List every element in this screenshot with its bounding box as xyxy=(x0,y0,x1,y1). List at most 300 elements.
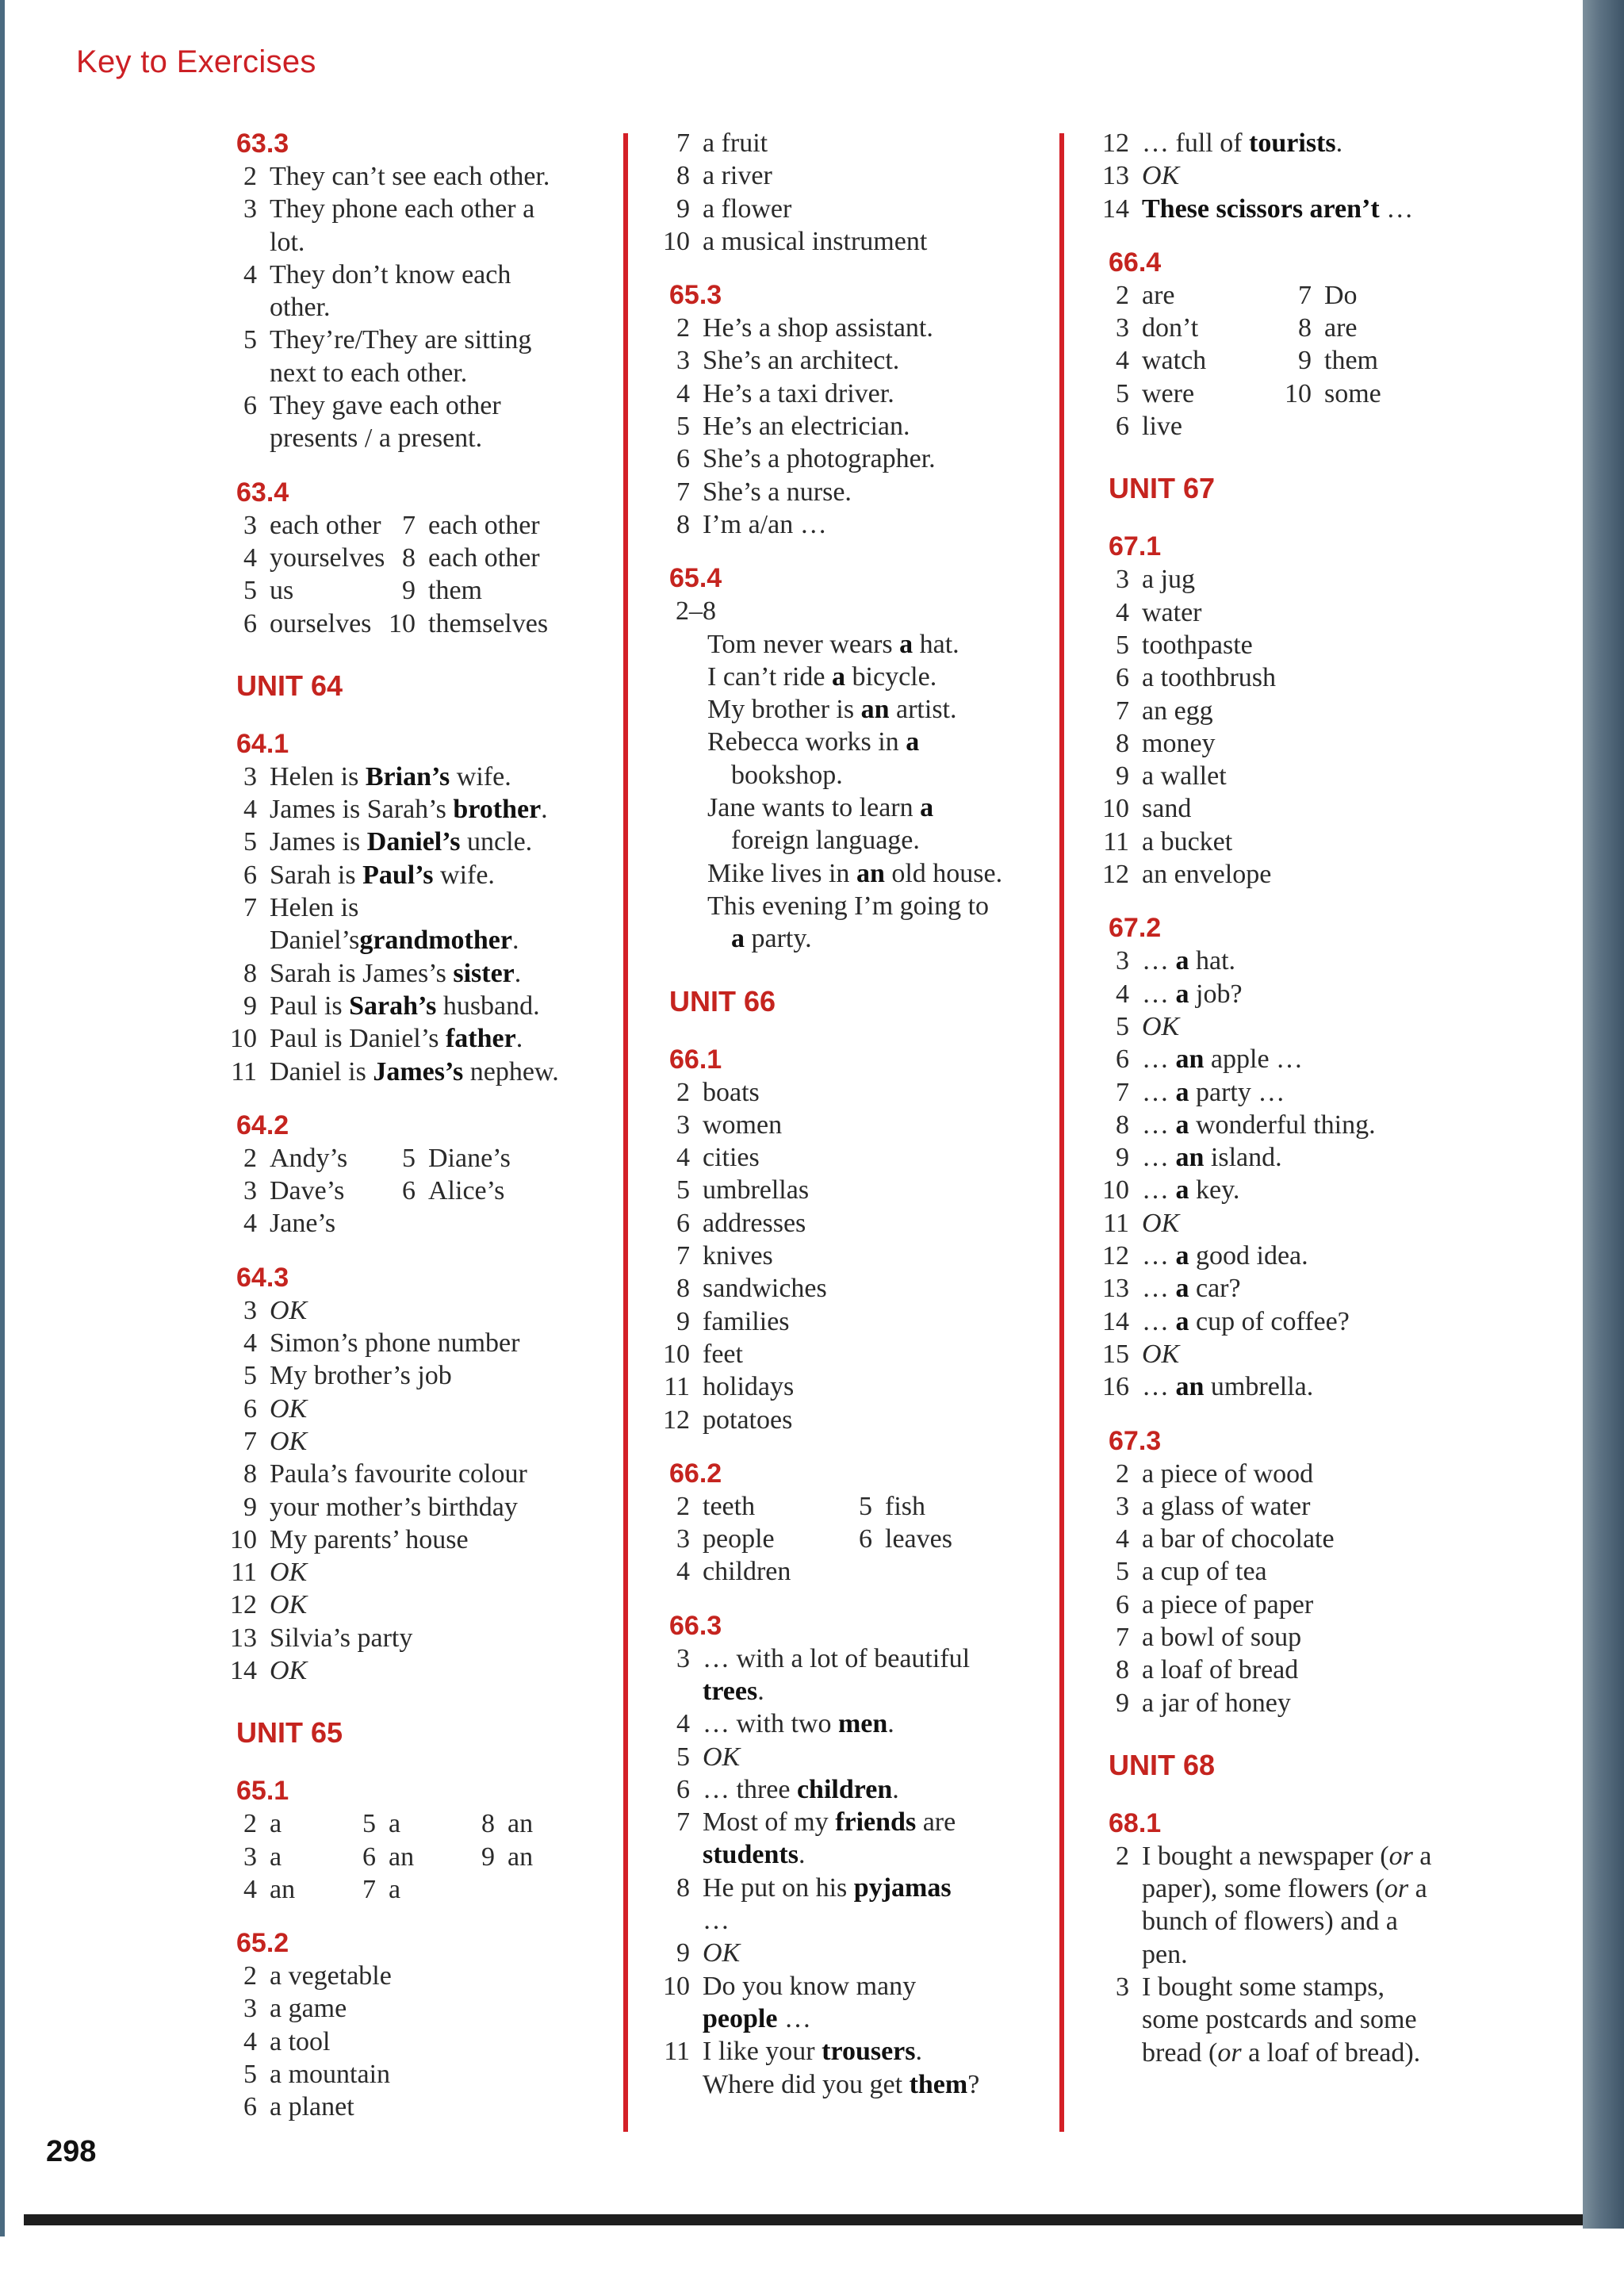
answer-value: OK xyxy=(270,1558,308,1588)
answer-value: a glass of water xyxy=(1142,1491,1311,1521)
answer-list xyxy=(1097,1840,1494,2069)
answer-cell xyxy=(344,1841,463,1873)
answer-value: umbrellas xyxy=(703,1175,810,1205)
answer-number: 5 xyxy=(676,1742,690,1772)
answer-number: 15 xyxy=(1102,1339,1129,1369)
answer-value: them xyxy=(428,576,482,606)
answer-number: 7 xyxy=(362,1874,376,1904)
answer-suffix: apple … xyxy=(1204,1044,1304,1075)
exercise-66-2 xyxy=(658,1457,1055,1589)
answer-number: 5 xyxy=(859,1491,872,1521)
answer-value: a xyxy=(270,1809,282,1839)
exercise-heading: 65.1 xyxy=(236,1776,289,1807)
answer-text xyxy=(703,1240,1055,1272)
answer-value: a xyxy=(270,1842,282,1872)
answer-item xyxy=(658,443,1055,475)
answer-text xyxy=(270,1524,614,1556)
answer-number: 5 xyxy=(243,576,257,606)
exercise-heading: 63.3 xyxy=(236,128,289,159)
answer-line: pen. xyxy=(1142,1939,1188,1969)
answer-item xyxy=(1097,1458,1494,1490)
answer-keyword: a xyxy=(899,629,914,659)
answer-item xyxy=(658,1141,1055,1174)
answer-suffix: . xyxy=(892,1774,899,1804)
answer-value: She’s a nurse. xyxy=(703,477,852,507)
answer-value: were xyxy=(1142,378,1195,408)
exercise-heading: 67.3 xyxy=(1109,1425,1162,1456)
answer-prefix: … xyxy=(1142,1306,1176,1336)
answer-continuation xyxy=(703,1675,1055,1708)
answer-number: 7 xyxy=(1116,1622,1129,1652)
answer-suffix: wonderful thing. xyxy=(1189,1110,1376,1140)
answer-item xyxy=(658,1741,1055,1773)
answer-value: fish xyxy=(885,1491,925,1521)
answer-value: sand xyxy=(1142,794,1192,824)
answer-text xyxy=(270,826,614,858)
answer-text xyxy=(1142,760,1494,792)
answer-number: 6 xyxy=(1116,663,1129,693)
answer-text xyxy=(703,1708,1055,1740)
answer-number: 9 xyxy=(243,1492,257,1522)
answer-value: Jane’s xyxy=(270,1209,336,1239)
answer-text xyxy=(270,1960,614,1992)
answer-text xyxy=(1142,1305,1494,1338)
answer-number: 8 xyxy=(676,509,690,539)
answer-text xyxy=(1142,1240,1494,1272)
unit-heading: UNIT 67 xyxy=(1109,472,1216,505)
answer-keyword: father xyxy=(445,1024,516,1054)
answer-number: 5 xyxy=(1116,630,1129,660)
answer-text xyxy=(703,1305,1055,1338)
answer-cell xyxy=(1097,378,1280,410)
answer-number: 8 xyxy=(1116,1110,1129,1140)
answer-prefix: Paul is Daniel’s xyxy=(270,1024,446,1054)
answer-number: 9 xyxy=(243,991,257,1021)
answer-cell xyxy=(384,574,566,607)
answer-value: They don’t know each xyxy=(270,259,511,289)
answer-number: 6 xyxy=(243,608,257,638)
answer-value: each other xyxy=(428,542,540,573)
answer-prefix: … xyxy=(1142,946,1176,976)
answer-keyword: Daniel’s xyxy=(366,827,461,857)
answer-text xyxy=(1142,858,1494,891)
answer-number: 11 xyxy=(1103,1208,1129,1238)
answer-number: 9 xyxy=(676,1306,690,1336)
answer-ok: OK xyxy=(1142,161,1180,191)
answer-keyword: an xyxy=(1175,1143,1205,1173)
answer-number: 3 xyxy=(1116,946,1129,976)
answer-value: a wallet xyxy=(1142,761,1227,791)
answer-keyword: friends xyxy=(835,1807,917,1838)
answer-keyword: Paul’s xyxy=(362,860,434,890)
answer-value xyxy=(428,1207,566,1240)
answer-number: 8 xyxy=(1116,1655,1129,1685)
answer-cell xyxy=(841,1523,1023,1555)
answer-text xyxy=(270,1992,614,2025)
answer-item xyxy=(1097,727,1494,760)
answer-list xyxy=(1097,563,1494,891)
answer-keyword: trousers xyxy=(822,2037,916,2067)
answer-range: 2–8 xyxy=(676,596,716,627)
answer-number: 4 xyxy=(243,1874,257,1904)
answer-item xyxy=(1097,695,1494,727)
answer-value: them xyxy=(1324,346,1378,376)
answer-line: I bought a newspaper (or a xyxy=(1142,1841,1432,1871)
answer-number: 7 xyxy=(1116,1077,1129,1107)
exercise-66-4 xyxy=(1097,246,1494,443)
answer-value: a tool xyxy=(270,2026,331,2056)
answer-keyword: These scissors aren’t xyxy=(1142,194,1380,224)
answer-item xyxy=(225,1393,614,1425)
answer-list xyxy=(658,1076,1055,1436)
answer-text xyxy=(1142,1109,1494,1141)
answer-item xyxy=(1097,826,1494,858)
answer-text xyxy=(1142,1687,1494,1719)
answer-number: 2 xyxy=(243,1809,257,1839)
answer-number: 11 xyxy=(231,1056,257,1087)
answer-number: 4 xyxy=(676,1709,690,1739)
answer-cell xyxy=(1097,312,1280,344)
answer-text xyxy=(270,1393,614,1425)
answer-cell xyxy=(384,542,566,574)
answer-text xyxy=(270,2058,614,2091)
column-3 xyxy=(1097,127,1494,2090)
answer-value: OK xyxy=(270,1295,308,1325)
answer-text xyxy=(1142,1207,1494,1240)
answer-number: 4 xyxy=(676,1143,690,1173)
answer-value: They phone each other a xyxy=(270,194,535,224)
answer-cell xyxy=(1280,344,1462,377)
answer-item xyxy=(658,1773,1055,1806)
exercise-heading: 65.3 xyxy=(669,280,722,311)
answer-item xyxy=(225,957,614,990)
answer-text xyxy=(1142,596,1494,629)
exercise-65-4 xyxy=(658,562,1055,955)
answer-text xyxy=(1142,1338,1494,1370)
exercise-68-1 xyxy=(1097,1807,1494,2069)
answer-number: 12 xyxy=(230,1590,257,1620)
answer-keyword: a xyxy=(1175,1175,1189,1205)
answer-item xyxy=(658,1305,1055,1338)
answer-text xyxy=(1142,1523,1494,1555)
exercise-63-3 xyxy=(225,127,614,455)
answer-text xyxy=(703,1872,1055,1937)
answer-cell xyxy=(225,1841,344,1873)
answer-value: a bucket xyxy=(1142,826,1233,857)
answer-number: 7 xyxy=(1298,280,1312,310)
answer-cell xyxy=(463,1873,582,1906)
answer-item xyxy=(1097,596,1494,629)
answer-text xyxy=(1142,1490,1494,1523)
answer-keyword: people xyxy=(703,2003,778,2033)
answer-item xyxy=(225,1992,614,2025)
answer-item xyxy=(225,1654,614,1687)
answer-number: 4 xyxy=(243,1328,257,1359)
answer-value: a xyxy=(389,1809,401,1839)
answer-value: your mother’s birthday xyxy=(270,1492,518,1522)
exercise-67-2 xyxy=(1097,911,1494,1403)
answer-number xyxy=(463,1873,508,1906)
answer-number: 4 xyxy=(1116,346,1129,376)
unit-heading: UNIT 68 xyxy=(1109,1748,1216,1781)
answer-number: 9 xyxy=(1298,346,1312,376)
answer-value: an xyxy=(508,1809,534,1839)
answer-keyword: a xyxy=(920,793,934,823)
answer-value: an envelope xyxy=(1142,860,1272,890)
answer-item xyxy=(1097,563,1494,596)
answer-suffix: bicycle. xyxy=(845,661,937,692)
answer-text xyxy=(270,1425,614,1458)
answer-text xyxy=(703,1338,1055,1370)
exercise-67-1 xyxy=(1097,530,1494,891)
answer-item xyxy=(225,761,614,793)
answer-prefix: … with two xyxy=(703,1709,838,1739)
answer-number: 12 xyxy=(1102,128,1129,158)
answer-value: live xyxy=(1142,412,1182,442)
answer-value: a piece of wood xyxy=(1142,1458,1314,1489)
answer-item xyxy=(658,1872,1055,1937)
answer-number: 10 xyxy=(663,226,690,256)
answer-ok: OK xyxy=(703,1938,741,1968)
answer-cell xyxy=(225,1142,384,1175)
answer-item xyxy=(1097,792,1494,825)
answer-keyword: an xyxy=(1175,1372,1205,1402)
answer-prefix: … xyxy=(1142,979,1176,1009)
answer-suffix: . xyxy=(511,926,519,956)
answer-item xyxy=(1097,945,1494,977)
answer-prefix: Sarah is xyxy=(270,860,363,890)
answer-number: 4 xyxy=(676,378,690,408)
answer-line: paper), some flowers (or a xyxy=(1142,1874,1427,1904)
answer-number: 11 xyxy=(664,1372,690,1402)
answer-text xyxy=(703,476,1055,508)
answer-text xyxy=(1142,1840,1494,1971)
answer-prefix: This evening I’m going to xyxy=(707,891,990,921)
answer-number: 7 xyxy=(676,1807,690,1838)
answer-number: 9 xyxy=(676,1938,690,1968)
answer-text xyxy=(703,159,1055,192)
answer-number: 2 xyxy=(676,1077,690,1107)
answer-value: yourselves xyxy=(270,542,385,573)
answer-number: 6 xyxy=(676,1208,690,1238)
answer-suffix: … xyxy=(777,2003,811,2033)
answer-cell xyxy=(225,1207,384,1240)
answer-prefix: Helen is Daniel’s xyxy=(270,893,360,956)
answer-item xyxy=(1097,1338,1494,1370)
answer-prefix: … xyxy=(1142,1372,1176,1402)
answer-item xyxy=(225,1556,614,1589)
answer-item xyxy=(658,476,1055,508)
answer-value: feet xyxy=(703,1339,743,1369)
answer-item xyxy=(1097,1523,1494,1555)
answer-number: 11 xyxy=(1103,826,1129,857)
answer-item xyxy=(1097,1305,1494,1338)
answer-text xyxy=(703,1404,1055,1436)
answer-prefix: Jane wants to learn xyxy=(707,793,921,823)
answer-list xyxy=(1097,127,1494,225)
answer-text xyxy=(270,1556,614,1589)
answer-text xyxy=(270,2026,614,2058)
answer-prefix: … three xyxy=(703,1774,797,1804)
answer-suffix: . xyxy=(915,2037,922,2067)
answer-number: 3 xyxy=(1116,1972,1129,2003)
answer-number: 4 xyxy=(243,259,257,289)
answer-text xyxy=(1142,629,1494,661)
answer-value: a river xyxy=(703,161,772,191)
answer-number: 3 xyxy=(1116,1491,1129,1521)
answer-ok: OK xyxy=(703,1742,741,1772)
answer-item xyxy=(225,1359,614,1392)
answer-value xyxy=(1324,410,1462,443)
answer-value: a bar of chocolate xyxy=(1142,1524,1335,1554)
answer-list xyxy=(225,160,614,455)
exercise-66-3 xyxy=(658,1609,1055,2101)
answer-cell xyxy=(225,509,384,542)
answer-cell xyxy=(1097,410,1280,443)
answer-item xyxy=(658,1272,1055,1305)
unit-heading: UNIT 64 xyxy=(236,669,343,702)
answer-text xyxy=(270,990,614,1022)
answer-prefix: Rebecca works in xyxy=(707,727,906,757)
answer-value: a musical instrument xyxy=(703,226,928,256)
exercise-heading: 66.2 xyxy=(669,1458,722,1489)
page-edge-right xyxy=(1583,0,1624,2229)
answer-line: some postcards and some xyxy=(1142,2005,1417,2035)
answer-text xyxy=(1142,661,1494,694)
answer-keyword: a xyxy=(1175,1274,1189,1304)
answer-value: He’s a shop assistant. xyxy=(703,313,933,343)
answer-text xyxy=(703,1141,1055,1174)
answer-line: bunch of flowers) and a xyxy=(1142,1907,1398,1937)
answer-value: Paula’s favourite colour xyxy=(270,1459,527,1489)
answer-cell xyxy=(225,1807,344,1840)
answer-item xyxy=(225,1022,614,1055)
answer-prefix: … xyxy=(1142,1274,1176,1304)
answer-suffix: are xyxy=(916,1807,956,1838)
answer-text xyxy=(1142,1621,1494,1654)
answer-value: a mountain xyxy=(270,2060,391,2090)
answer-text xyxy=(270,793,614,826)
answer-suffix: . xyxy=(514,958,522,988)
exercise-65-3 xyxy=(658,278,1055,541)
answer-value: Do xyxy=(1324,280,1358,310)
answer-number: 2 xyxy=(243,1143,257,1173)
answer-keyword: a xyxy=(1175,1110,1189,1140)
answer-cell xyxy=(1280,279,1462,312)
answer-sentence xyxy=(658,726,1055,791)
answer-item xyxy=(225,1491,614,1524)
answer-suffix: … xyxy=(1379,194,1414,224)
answer-item xyxy=(658,1338,1055,1370)
answer-continuation: next to each other. xyxy=(270,358,468,388)
answer-text xyxy=(1142,826,1494,858)
answer-number: 13 xyxy=(1102,161,1129,191)
answer-prefix: … xyxy=(1142,1044,1176,1075)
answer-number: 4 xyxy=(1116,597,1129,627)
page-title: Key to Exercises xyxy=(76,44,316,79)
answer-number: 6 xyxy=(1116,412,1129,442)
answer-ok: OK xyxy=(1142,1208,1180,1238)
answer-keyword: brother xyxy=(453,795,542,825)
answer-item xyxy=(1097,1840,1494,1971)
answer-text xyxy=(703,1970,1055,2036)
answer-cell xyxy=(1280,378,1462,410)
answer-keyword: a xyxy=(1175,1306,1189,1336)
answer-value: watch xyxy=(1142,346,1207,376)
answer-cell xyxy=(344,1807,463,1840)
answer-sentence xyxy=(658,857,1055,890)
answer-number: 6 xyxy=(1116,1589,1129,1619)
answer-sentence xyxy=(658,628,1055,661)
answer-keyword: a xyxy=(1175,1077,1189,1107)
answer-suffix: . xyxy=(757,1676,764,1706)
answer-text xyxy=(270,1622,614,1654)
answer-cell xyxy=(841,1490,1023,1523)
answer-number: 12 xyxy=(1102,860,1129,890)
answer-number: 5 xyxy=(243,1361,257,1391)
answer-suffix: uncle. xyxy=(460,827,533,857)
answer-suffix: . xyxy=(515,1024,523,1054)
answer-cell xyxy=(384,1142,566,1175)
answer-keyword: trees xyxy=(703,1676,758,1706)
answer-text xyxy=(1142,1010,1494,1043)
answer-item xyxy=(658,1806,1055,1872)
answer-number: 10 xyxy=(1102,1175,1129,1205)
exercise-heading: 65.2 xyxy=(236,1928,289,1959)
answer-item xyxy=(225,1524,614,1556)
answer-suffix: key. xyxy=(1189,1175,1240,1205)
answer-suffix: good idea. xyxy=(1189,1241,1308,1271)
answer-keyword: a xyxy=(1175,979,1189,1009)
exercise-67-3 xyxy=(1097,1424,1494,1719)
answer-value xyxy=(508,1873,582,1906)
answer-number: 2 xyxy=(1116,280,1129,310)
answer-value: knives xyxy=(703,1241,773,1271)
answer-item xyxy=(1097,1109,1494,1141)
exercise-64-3 xyxy=(225,1261,614,1688)
answer-keyword: them xyxy=(909,2069,968,2099)
answer-number: 5 xyxy=(243,325,257,355)
exercise-65-2-continued xyxy=(658,127,1055,258)
answer-text xyxy=(703,193,1055,225)
answer-number: 7 xyxy=(676,477,690,507)
answer-value: I’m a/an … xyxy=(703,509,827,539)
answer-value xyxy=(885,1555,1023,1588)
answer-text xyxy=(1142,1555,1494,1588)
column-2 xyxy=(658,127,1055,2121)
answer-number: 5 xyxy=(362,1809,376,1839)
answer-list xyxy=(658,1642,1055,2101)
answer-number: 5 xyxy=(676,412,690,442)
answer-suffix: . xyxy=(541,795,548,825)
answer-cell xyxy=(225,1873,344,1906)
answer-cell xyxy=(1280,312,1462,344)
answer-number: 3 xyxy=(676,1524,690,1554)
answer-value: They gave each other xyxy=(270,391,501,421)
answer-item xyxy=(658,1109,1055,1141)
answer-prefix: Helen is xyxy=(270,761,366,791)
answer-prefix: He put on his xyxy=(703,1872,854,1903)
answer-text xyxy=(270,891,614,957)
answer-number: 2 xyxy=(1116,1841,1129,1871)
answer-number: 3 xyxy=(243,194,257,224)
answer-value: a xyxy=(389,1874,401,1904)
answer-text xyxy=(270,859,614,891)
answer-cell xyxy=(384,1175,566,1207)
answer-number: 8 xyxy=(1298,313,1312,343)
answer-item xyxy=(1097,1490,1494,1523)
answer-keyword: men xyxy=(837,1709,888,1739)
